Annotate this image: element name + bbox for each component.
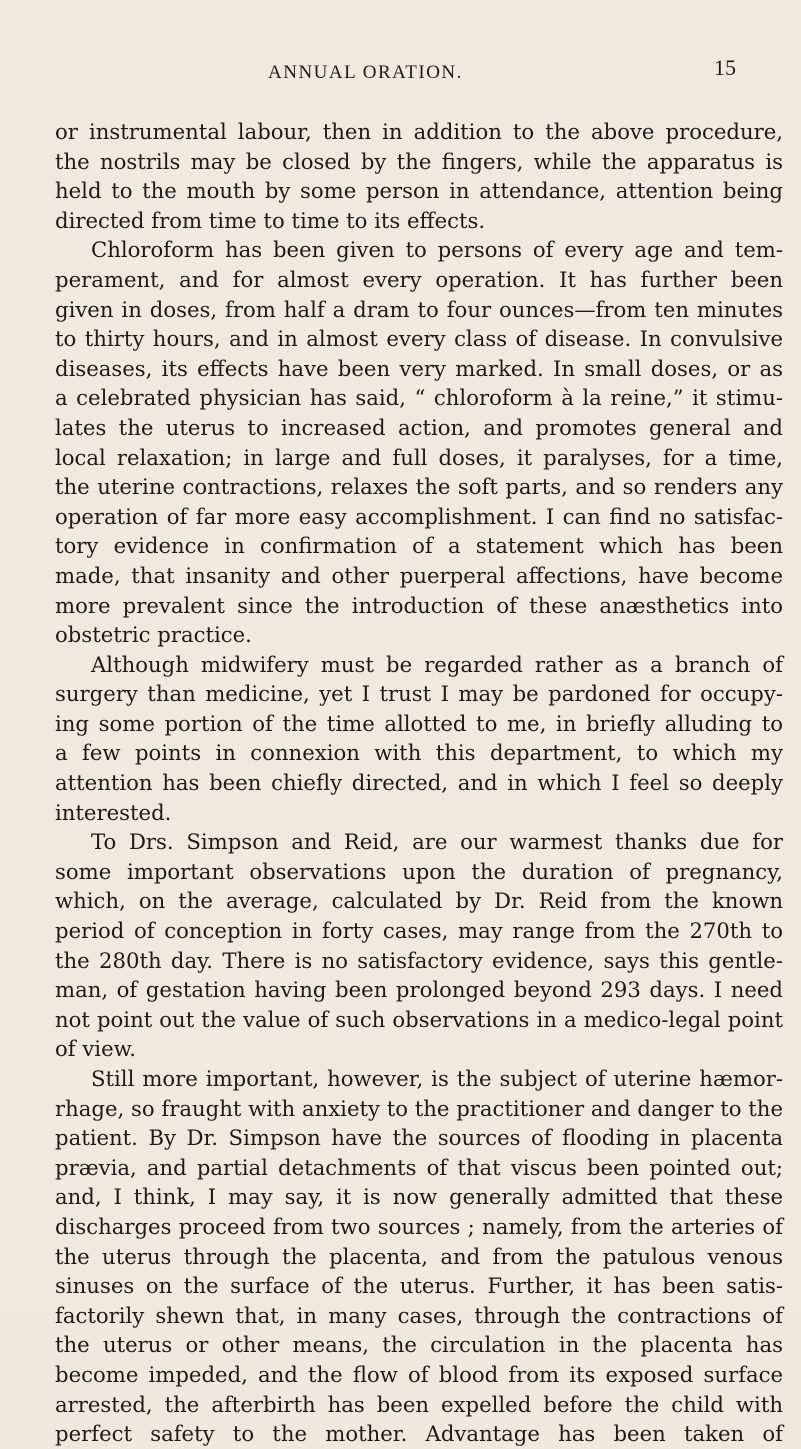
text-line: period of conception in forty cases, may range from the 270th to bbox=[55, 918, 783, 944]
text-line: or instrumental labour, then in addition to the above procedure, bbox=[55, 119, 783, 144]
text-line: become impeded, and the flow of blood from its exposed surface bbox=[55, 1361, 783, 1387]
text-line: the 280th day. There is no satisfactory evidence, says this gentle- bbox=[55, 947, 783, 973]
text-line: the uterus or other means, the circulation in the placenta has bbox=[55, 1332, 783, 1358]
body-text bbox=[55, 117, 783, 1449]
text-line: the nostrils may be closed by the fingers, while the apparatus is bbox=[55, 148, 783, 174]
page-header bbox=[0, 55, 801, 92]
text-line: sinuses on the surface of the uterus. Further, it has been satis- bbox=[55, 1273, 783, 1299]
running-title: ANNUAL ORATION. bbox=[268, 62, 463, 83]
text-line: lates the uterus to increased action, and promotes general and bbox=[55, 414, 783, 440]
text-line: To Drs. Simpson and Reid, are our warmest thanks due for bbox=[91, 829, 783, 855]
text-line: the uterine contractions, relaxes the soft parts, and so renders any bbox=[55, 474, 783, 500]
paragraph bbox=[55, 827, 783, 1064]
text-line: factorily shewn that, in many cases, through the contractions of bbox=[55, 1302, 783, 1328]
text-line: operation of far more easy accomplishment. I can find no satisfac- bbox=[55, 503, 783, 529]
text-line: a few points in connexion with this department, to which my bbox=[55, 740, 783, 766]
text-line: Still more important, however, is the subject of uterine hæmor- bbox=[91, 1066, 783, 1091]
paragraph bbox=[55, 117, 783, 235]
text-line: to thirty hours, and in almost every class of disease. In convulsive bbox=[55, 326, 783, 352]
text-line: directed from time to time to its effects. bbox=[55, 207, 486, 233]
text-line: obstetric practice. bbox=[55, 622, 252, 648]
text-line: diseases, its effects have been very marked. In small doses, or as bbox=[55, 355, 783, 381]
text-line: perament, and for almost every operation. It has further been bbox=[55, 266, 783, 292]
text-line: arrested, the afterbirth has been expelled before the child with bbox=[55, 1391, 783, 1417]
text-line: made, that insanity and other puerperal affections, have become bbox=[55, 562, 783, 588]
text-line: not point out the value of such observations in a medico-legal point bbox=[55, 1006, 783, 1032]
paragraph bbox=[55, 1064, 783, 1449]
text-line: ing some portion of the time allotted to me, in briefly alluding to bbox=[55, 710, 783, 736]
text-line: prævia, and partial detachments of that viscus been pointed out; bbox=[55, 1154, 783, 1180]
text-line: held to the mouth by some person in attendance, attention being bbox=[55, 178, 783, 204]
text-line: and, I think, I may say, it is now generally admitted that these bbox=[55, 1184, 783, 1210]
text-line: a celebrated physician has said, “ chloroform à la reine,” it stimu- bbox=[55, 385, 783, 411]
text-line: Although midwifery must be regarded rather as a branch of bbox=[91, 651, 783, 677]
text-line: more prevalent since the introduction of these anæsthetics into bbox=[55, 592, 783, 618]
text-line: man, of gestation having been prolonged beyond 293 days. I need bbox=[55, 977, 783, 1003]
text-line: Chloroform has been given to persons of every age and tem- bbox=[91, 237, 783, 263]
page-number: 15 bbox=[714, 55, 736, 80]
paragraph bbox=[55, 235, 783, 649]
text-line: surgery than medicine, yet I trust I may be pardoned for occupy- bbox=[55, 681, 783, 707]
text-line: tory evidence in confirmation of a statement which has been bbox=[55, 533, 783, 559]
paragraph bbox=[55, 650, 783, 828]
text-line: the uterus through the placenta, and from the patulous venous bbox=[55, 1243, 783, 1269]
text-line: perfect safety to the mother. Advantage has been taken of bbox=[55, 1421, 783, 1447]
text-line: which, on the average, calculated by Dr. Reid from the known bbox=[55, 888, 783, 914]
text-line: of view. bbox=[55, 1036, 136, 1062]
text-line: attention has been chiefly directed, and in which I feel so deeply bbox=[55, 770, 783, 796]
text-line: rhage, so fraught with anxiety to the practitioner and danger to the bbox=[55, 1095, 783, 1121]
text-line: patient. By Dr. Simpson have the sources of flooding in placenta bbox=[55, 1125, 783, 1151]
text-line: interested. bbox=[55, 799, 172, 825]
text-line: local relaxation; in large and full doses, it paralyses, for a time, bbox=[55, 444, 783, 470]
text-line: given in doses, from half a dram to four ounces—from ten minutes bbox=[55, 296, 783, 322]
text-line: some important observations upon the duration of pregnancy, bbox=[55, 858, 783, 884]
text-line: discharges proceed from two sources ; namely, from the arteries of bbox=[55, 1213, 783, 1239]
